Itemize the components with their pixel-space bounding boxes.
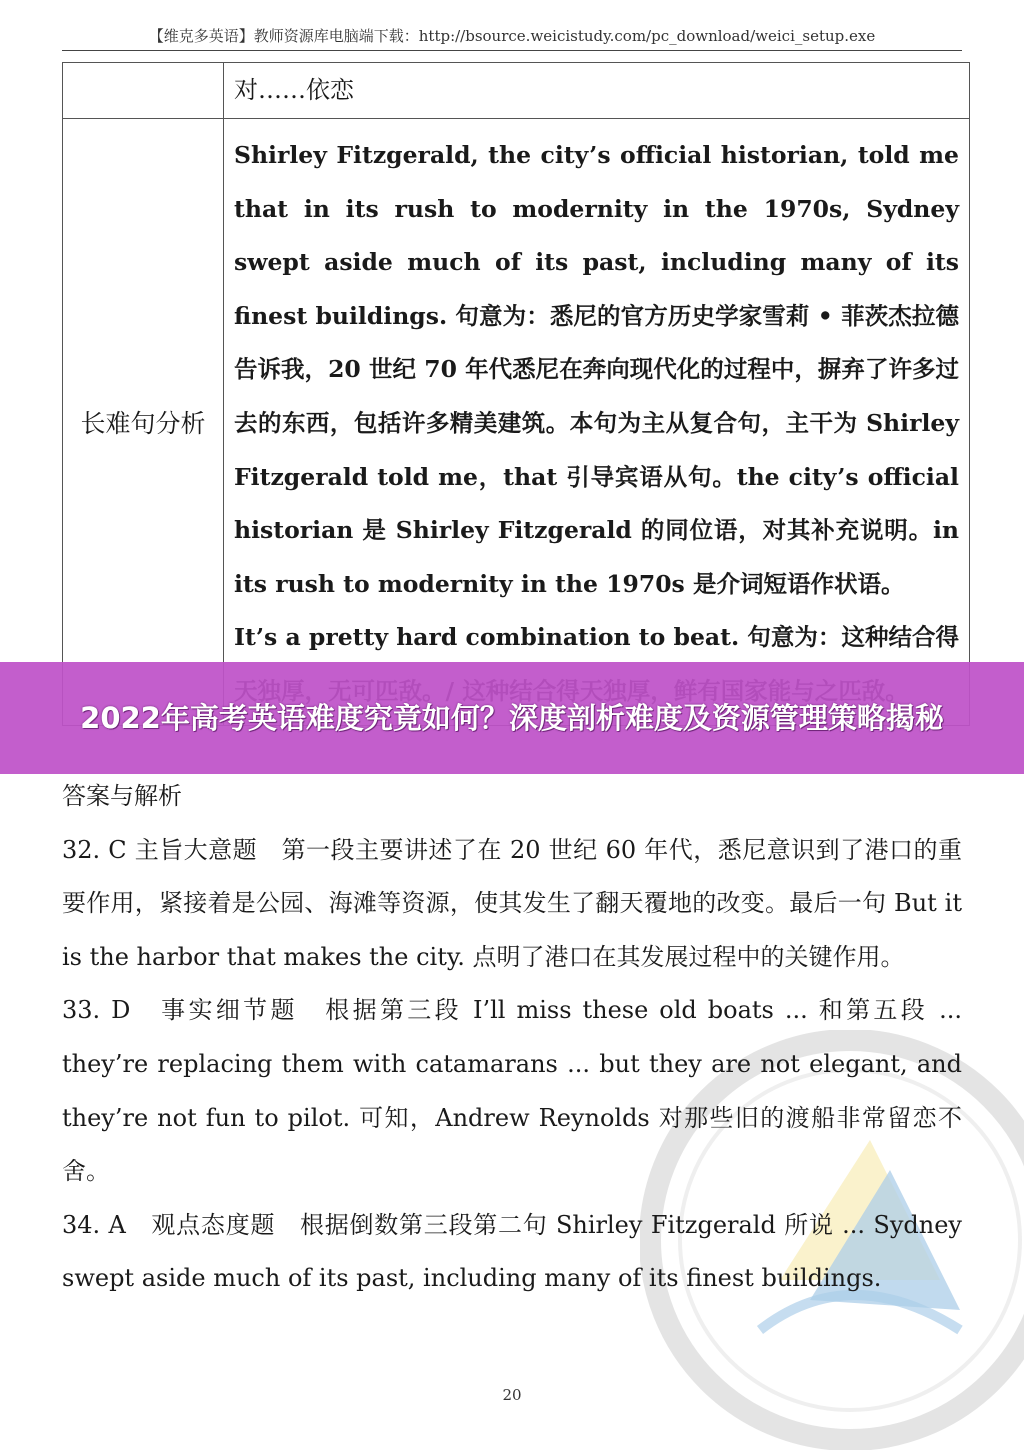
title-banner [0,662,1024,774]
page-header [62,22,962,51]
table-cell-meaning: 对……依恋 [224,63,970,119]
answer-33: 33. D 事实细节题 根据第三段 I’ll miss these old boats ... 和第五段 ... they’re replacing them with catamarans ... but they are not elegant, and they’re not fun to pilot. 可知，Andrew Reynolds 对那些旧的渡船非常留恋不舍。 [62,996,962,1186]
table-row [63,63,970,119]
analysis-table [62,62,970,726]
table-cell-empty [63,63,224,119]
table-cell-analysis [224,119,970,726]
answer-32: 32. C 主旨大意题 第一段主要讲述了在 20 世纪 60 年代，悉尼意识到了港口的重要作用，紧接着是公园、海滩等资源，使其发生了翻天覆地的改变。最后一句 But it is the harbor that makes the city. 点明了港口在其发展过程中的关键作用。 [62,835,962,971]
table-cell-label: 长难句分析 [63,119,224,726]
answers-section [62,770,962,1306]
answers-heading: 答案与解析 [62,782,182,810]
analysis-paragraph-1: Shirley Fitzgerald, the city’s official historian, told me that in its rush to modernity in the 1970s, Sydney swept aside much of its past, including many of its finest buildings. 句意为：悉尼的官方历史学家雪莉 • 菲茨杰拉德告诉我，20 世纪 70 年代悉尼在奔向现代化的过程中，摒弃了许多过去的东西，包括许多精美建筑。本句为主从复合句，主干为 Shirley Fitzgerald told me，that 引导宾语从句。the city’s official historian 是 Shirley Fitzgerald 的同位语，对其补充说明。in its rush to modernity in the 1970s 是介词短语作状语。 [234,141,959,598]
table-row [63,119,970,726]
page-number: 20 [502,1386,522,1404]
banner-title: 2022年高考英语难度究竟如何？深度剖析难度及资源管理策略揭秘 [80,700,944,735]
header-text: 【维克多英语】教师资源库电脑端下载：http://bsource.weicistudy.com/pc_download/weici_setup.exe [148,27,876,45]
analysis-paragraph-2: It’s a pretty hard combination to beat. 句意为：这种结合得 [234,623,959,652]
answer-34: 34. A 观点态度题 根据倒数第三段第二句 Shirley Fitzgerald 所说 ... Sydney swept aside much of its past, including many of its finest buildings. [62,1210,962,1293]
